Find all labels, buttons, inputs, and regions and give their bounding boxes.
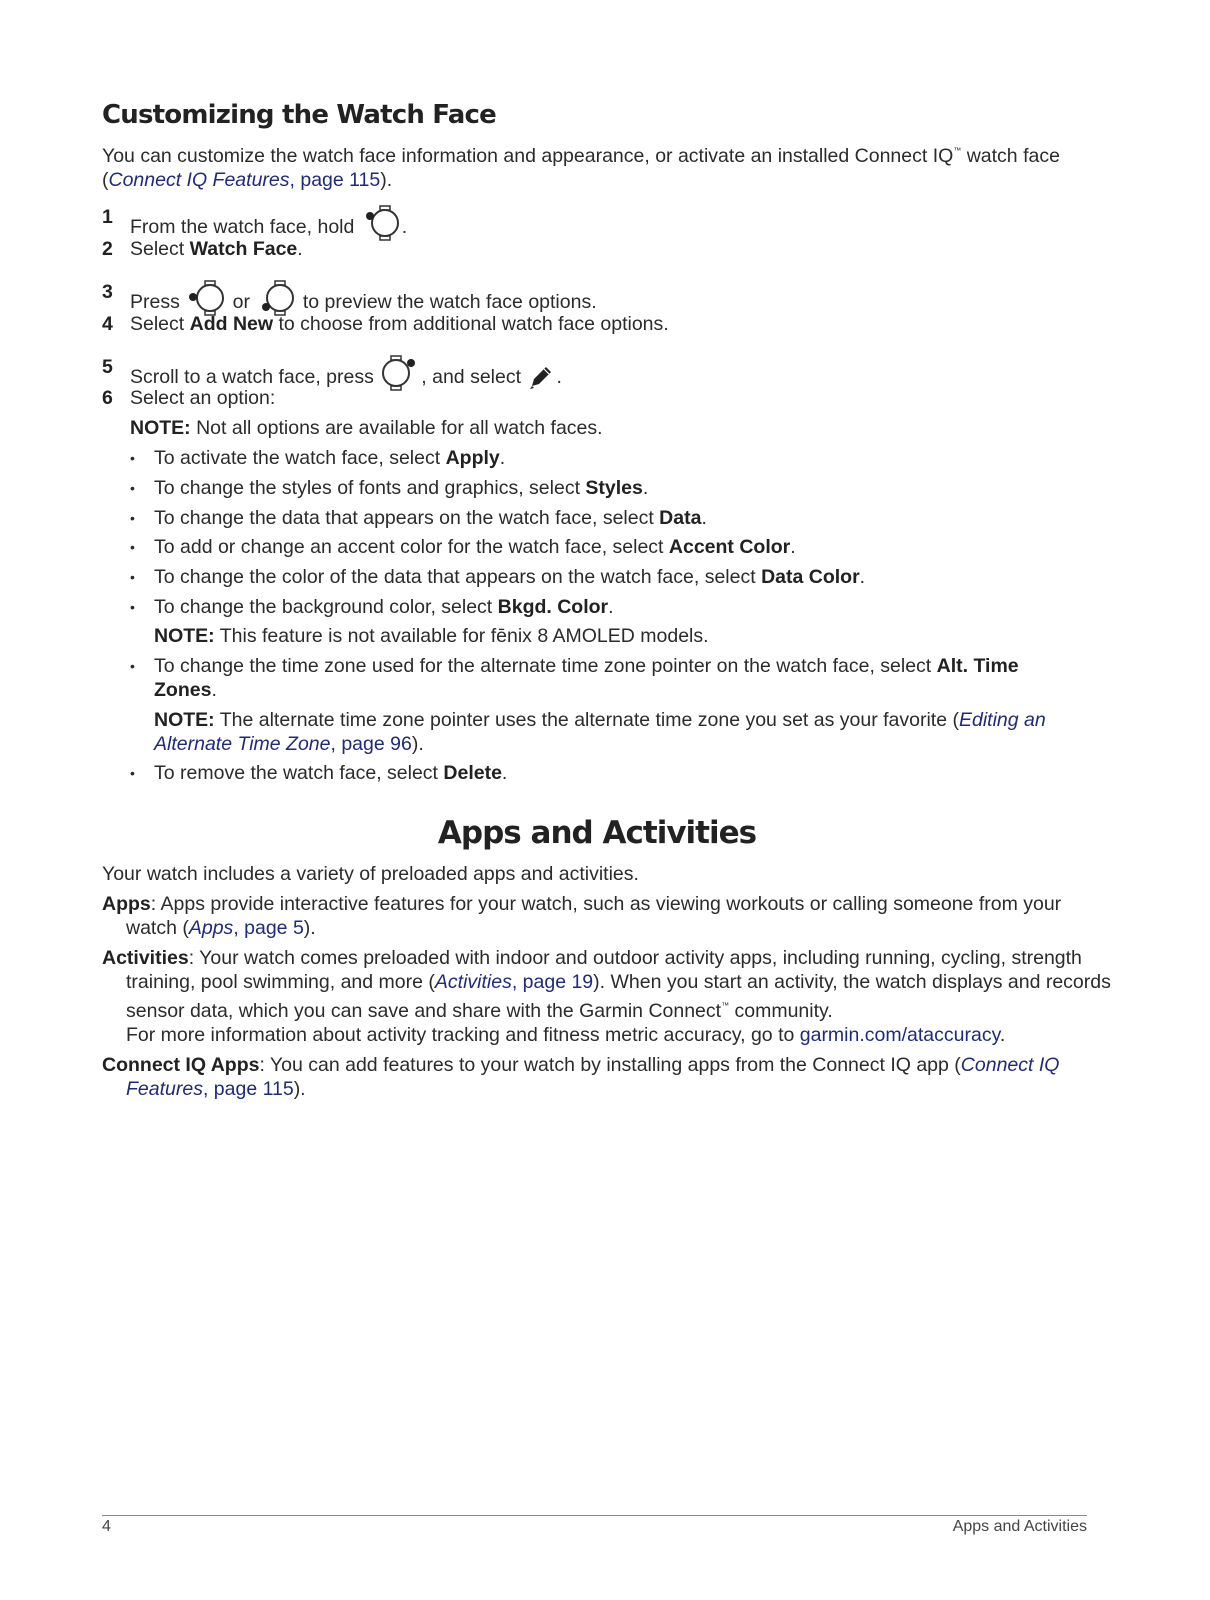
activities-link[interactable]: Activities, page 19: [434, 971, 594, 993]
connect-iq-features-link-2[interactable]: Connect IQ Features, page 115: [126, 1054, 1060, 1100]
section-heading-apps-activities: Apps and Activities: [437, 815, 757, 851]
footer-page-number: 4: [102, 1518, 111, 1535]
definition-connect-iq-apps: Connect IQ Apps: You can add features to your watch by installing apps from the Connect IQ app (Connect IQ Features, page 115).: [102, 1054, 1060, 1100]
note-alt-time-zone: NOTE: The alternate time zone pointer uses the alternate time zone you set as your favorite (Editing an Alternate Time Zone, page 96).: [154, 709, 1046, 755]
section-heading-customizing: Customizing the Watch Face: [102, 100, 496, 130]
definition-activities: Activities: Your watch comes preloaded with indoor and outdoor activity apps, including running, cycling, strength training, pool swimming, and more (Activities, page 19). When you start an activity, the watch displays and records sensor data, which you can save and share with the Garmin Connect™ community.: [102, 947, 1111, 1022]
note-options: NOTE: Not all options are available for all watch faces.: [130, 417, 603, 439]
more-info-paragraph: For more information about activity tracking and fitness metric accuracy, go to garmin.com/ataccuracy.: [126, 1024, 1006, 1046]
intro-paragraph: You can customize the watch face information and appearance, or activate an installed Connect IQ™ watch face (Connect IQ Features, page 115).: [102, 145, 1060, 191]
watch-button-upper-right-icon: [380, 355, 420, 397]
connect-iq-features-link[interactable]: Connect IQ Features, page 115: [108, 169, 381, 191]
ataccuracy-link[interactable]: garmin.com/ataccuracy: [799, 1024, 1000, 1046]
apps-intro: Your watch includes a variety of preloaded apps and activities.: [102, 863, 639, 885]
note-bkgd: NOTE: This feature is not available for fēnix 8 AMOLED models.: [154, 625, 709, 647]
pencil-icon: [527, 363, 555, 397]
definition-apps: Apps: Apps provide interactive features for your watch, such as viewing workouts or calling someone from your watch (Apps, page 5).: [102, 893, 1062, 939]
footer-divider: [102, 1515, 1087, 1516]
footer-section-title: Apps and Activities: [952, 1518, 1087, 1535]
apps-link[interactable]: Apps, page 5: [188, 917, 304, 939]
editing-alt-time-zone-link[interactable]: Editing an Alternate Time Zone, page 96: [154, 709, 1046, 755]
watch-button-upper-left-icon: [361, 205, 401, 247]
